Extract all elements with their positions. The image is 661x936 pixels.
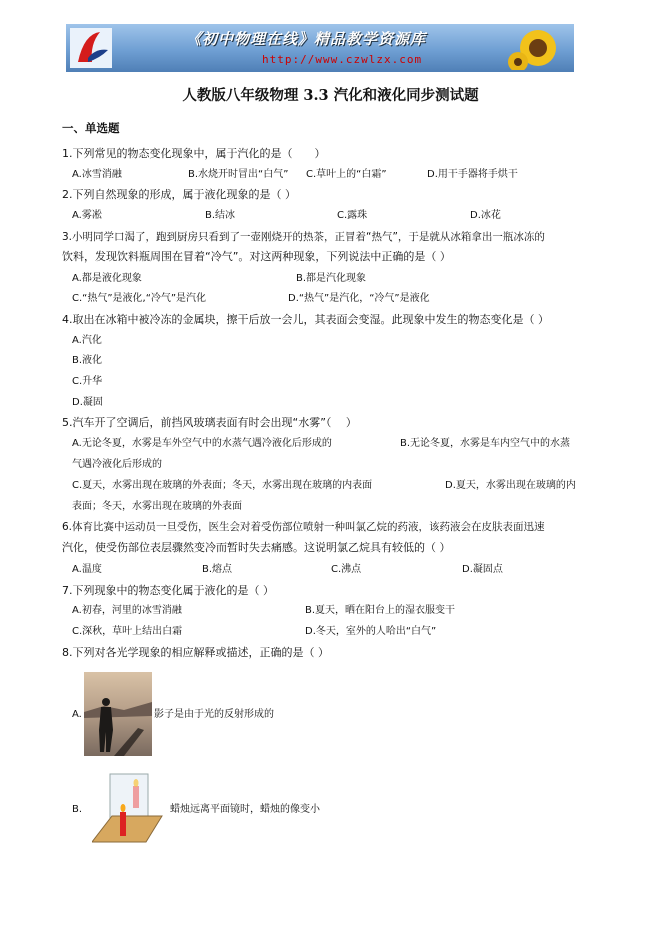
- q4-option-d: D.凝固: [72, 397, 103, 408]
- header-banner: [66, 24, 574, 72]
- q6-option-a: A.温度: [72, 564, 102, 575]
- q7-option-c: C.深秋，草叶上结出白霜: [72, 626, 183, 637]
- q6-option-d: D.凝固点: [462, 564, 503, 575]
- section-heading: 一、单选题: [62, 121, 120, 135]
- q8-option-a-text: 影子是由于光的反射形成的: [154, 709, 274, 720]
- question-6-stem-line1: 6.体育比赛中运动员一旦受伤，医生会对着受伤部位喷射一种叫氯乙烷的药液，该药液会在皮肤表面迅速: [62, 521, 545, 533]
- q7-option-a: A.初春，河里的冰雪消融: [72, 605, 182, 616]
- q5-option-d-line2: 表面；冬天，水雾出现在玻璃的外表面: [72, 501, 242, 512]
- q3-option-d: D.“热气”是汽化，“冷气”是液化: [288, 293, 430, 304]
- candle-mirror-image: [92, 770, 164, 852]
- question-5-stem: 5.汽车开了空调后，前挡风玻璃表面有时会出现“水雾”（ ）: [62, 416, 357, 429]
- q5-option-b-line2: 气遇冷液化后形成的: [72, 459, 162, 470]
- q1-option-d: D.用干手器将手烘干: [427, 169, 518, 180]
- q1-option-b: B.水烧开时冒出“白气”: [188, 169, 289, 180]
- q4-option-c: C.升华: [72, 376, 103, 387]
- q7-option-d: D.冬天，室外的人哈出“白气”: [305, 626, 437, 637]
- banner-title: 《初中物理在线》精品教学资源库: [186, 30, 427, 48]
- q2-option-d: D.冰花: [470, 210, 501, 221]
- q2-option-b: B.结冰: [205, 210, 236, 221]
- q5-option-a: A.无论冬夏，水雾是车外空气中的水蒸气遇冷液化后形成的: [72, 438, 332, 449]
- q2-option-a: A.雾凇: [72, 210, 102, 221]
- question-2-stem: 2.下列自然现象的形成，属于液化现象的是（ ）: [62, 188, 296, 201]
- q8-option-b-text: 蜡烛远离平面镜时，蜡烛的像变小: [170, 804, 320, 815]
- question-8-stem: 8.下列对各光学现象的相应解释或描述，正确的是（ ）: [62, 646, 329, 659]
- q5-option-b-line1: B.无论冬夏，水雾是车内空气中的水蒸: [400, 438, 571, 449]
- question-3-stem-line1: 3.小明同学口渴了，跑到厨房只看到了一壶刚烧开的热茶，正冒着“热气”，于是就从冰箱拿出一瓶冰冻的: [62, 231, 545, 243]
- q6-option-c: C.沸点: [331, 564, 362, 575]
- q3-option-c: C.“热气”是液化,“冷气”是汽化: [72, 293, 207, 304]
- document-title: 人教版八年级物理 3.3 汽化和液化同步测试题: [182, 87, 479, 104]
- question-7-stem: 7.下列现象中的物态变化属于液化的是（ ）: [62, 584, 274, 597]
- question-4-stem: 4.取出在冰箱中被冷冻的金属块，擦干后放一会儿，其表面会变湿。此现象中发生的物态变化是（ ）: [62, 313, 549, 326]
- q5-option-d-line1: D.夏天，水雾出现在玻璃的内: [445, 480, 576, 491]
- q1-option-c: C.草叶上的“白霜”: [306, 169, 387, 180]
- q4-option-a: A.汽化: [72, 335, 102, 346]
- sunflower-image: [508, 26, 568, 70]
- q3-option-a: A.都是液化现象: [72, 273, 142, 284]
- question-3-stem-line2: 饮料，发现饮料瓶周围在冒着“冷气”。对这两种现象，下列说法中正确的是（ ）: [62, 250, 451, 263]
- question-6-stem-line2: 汽化，使受伤部位表层骤然变冷而暂时失去痛感。这说明氯乙烷具有较低的（ ）: [62, 541, 451, 554]
- q1-option-a: A.冰雪消融: [72, 169, 122, 180]
- q8-option-b-label: B.: [72, 804, 83, 815]
- q8-option-a-label: A.: [72, 709, 82, 720]
- q3-option-b: B.都是汽化现象: [296, 273, 367, 284]
- q2-option-c: C.露珠: [337, 210, 368, 221]
- question-1-stem: 1.下列常见的物态变化现象中，属于汽化的是（ ）: [62, 147, 326, 160]
- shadow-photo-image: [84, 672, 152, 756]
- q7-option-b: B.夏天，晒在阳台上的湿衣服变干: [305, 605, 456, 616]
- q4-option-b: B.液化: [72, 355, 103, 366]
- site-logo: [70, 28, 112, 68]
- banner-url: http://www.czwlzx.com: [262, 53, 423, 66]
- q5-option-c: C.夏天，水雾出现在玻璃的外表面；冬天，水雾出现在玻璃的内表面: [72, 480, 373, 491]
- q6-option-b: B.熔点: [202, 564, 233, 575]
